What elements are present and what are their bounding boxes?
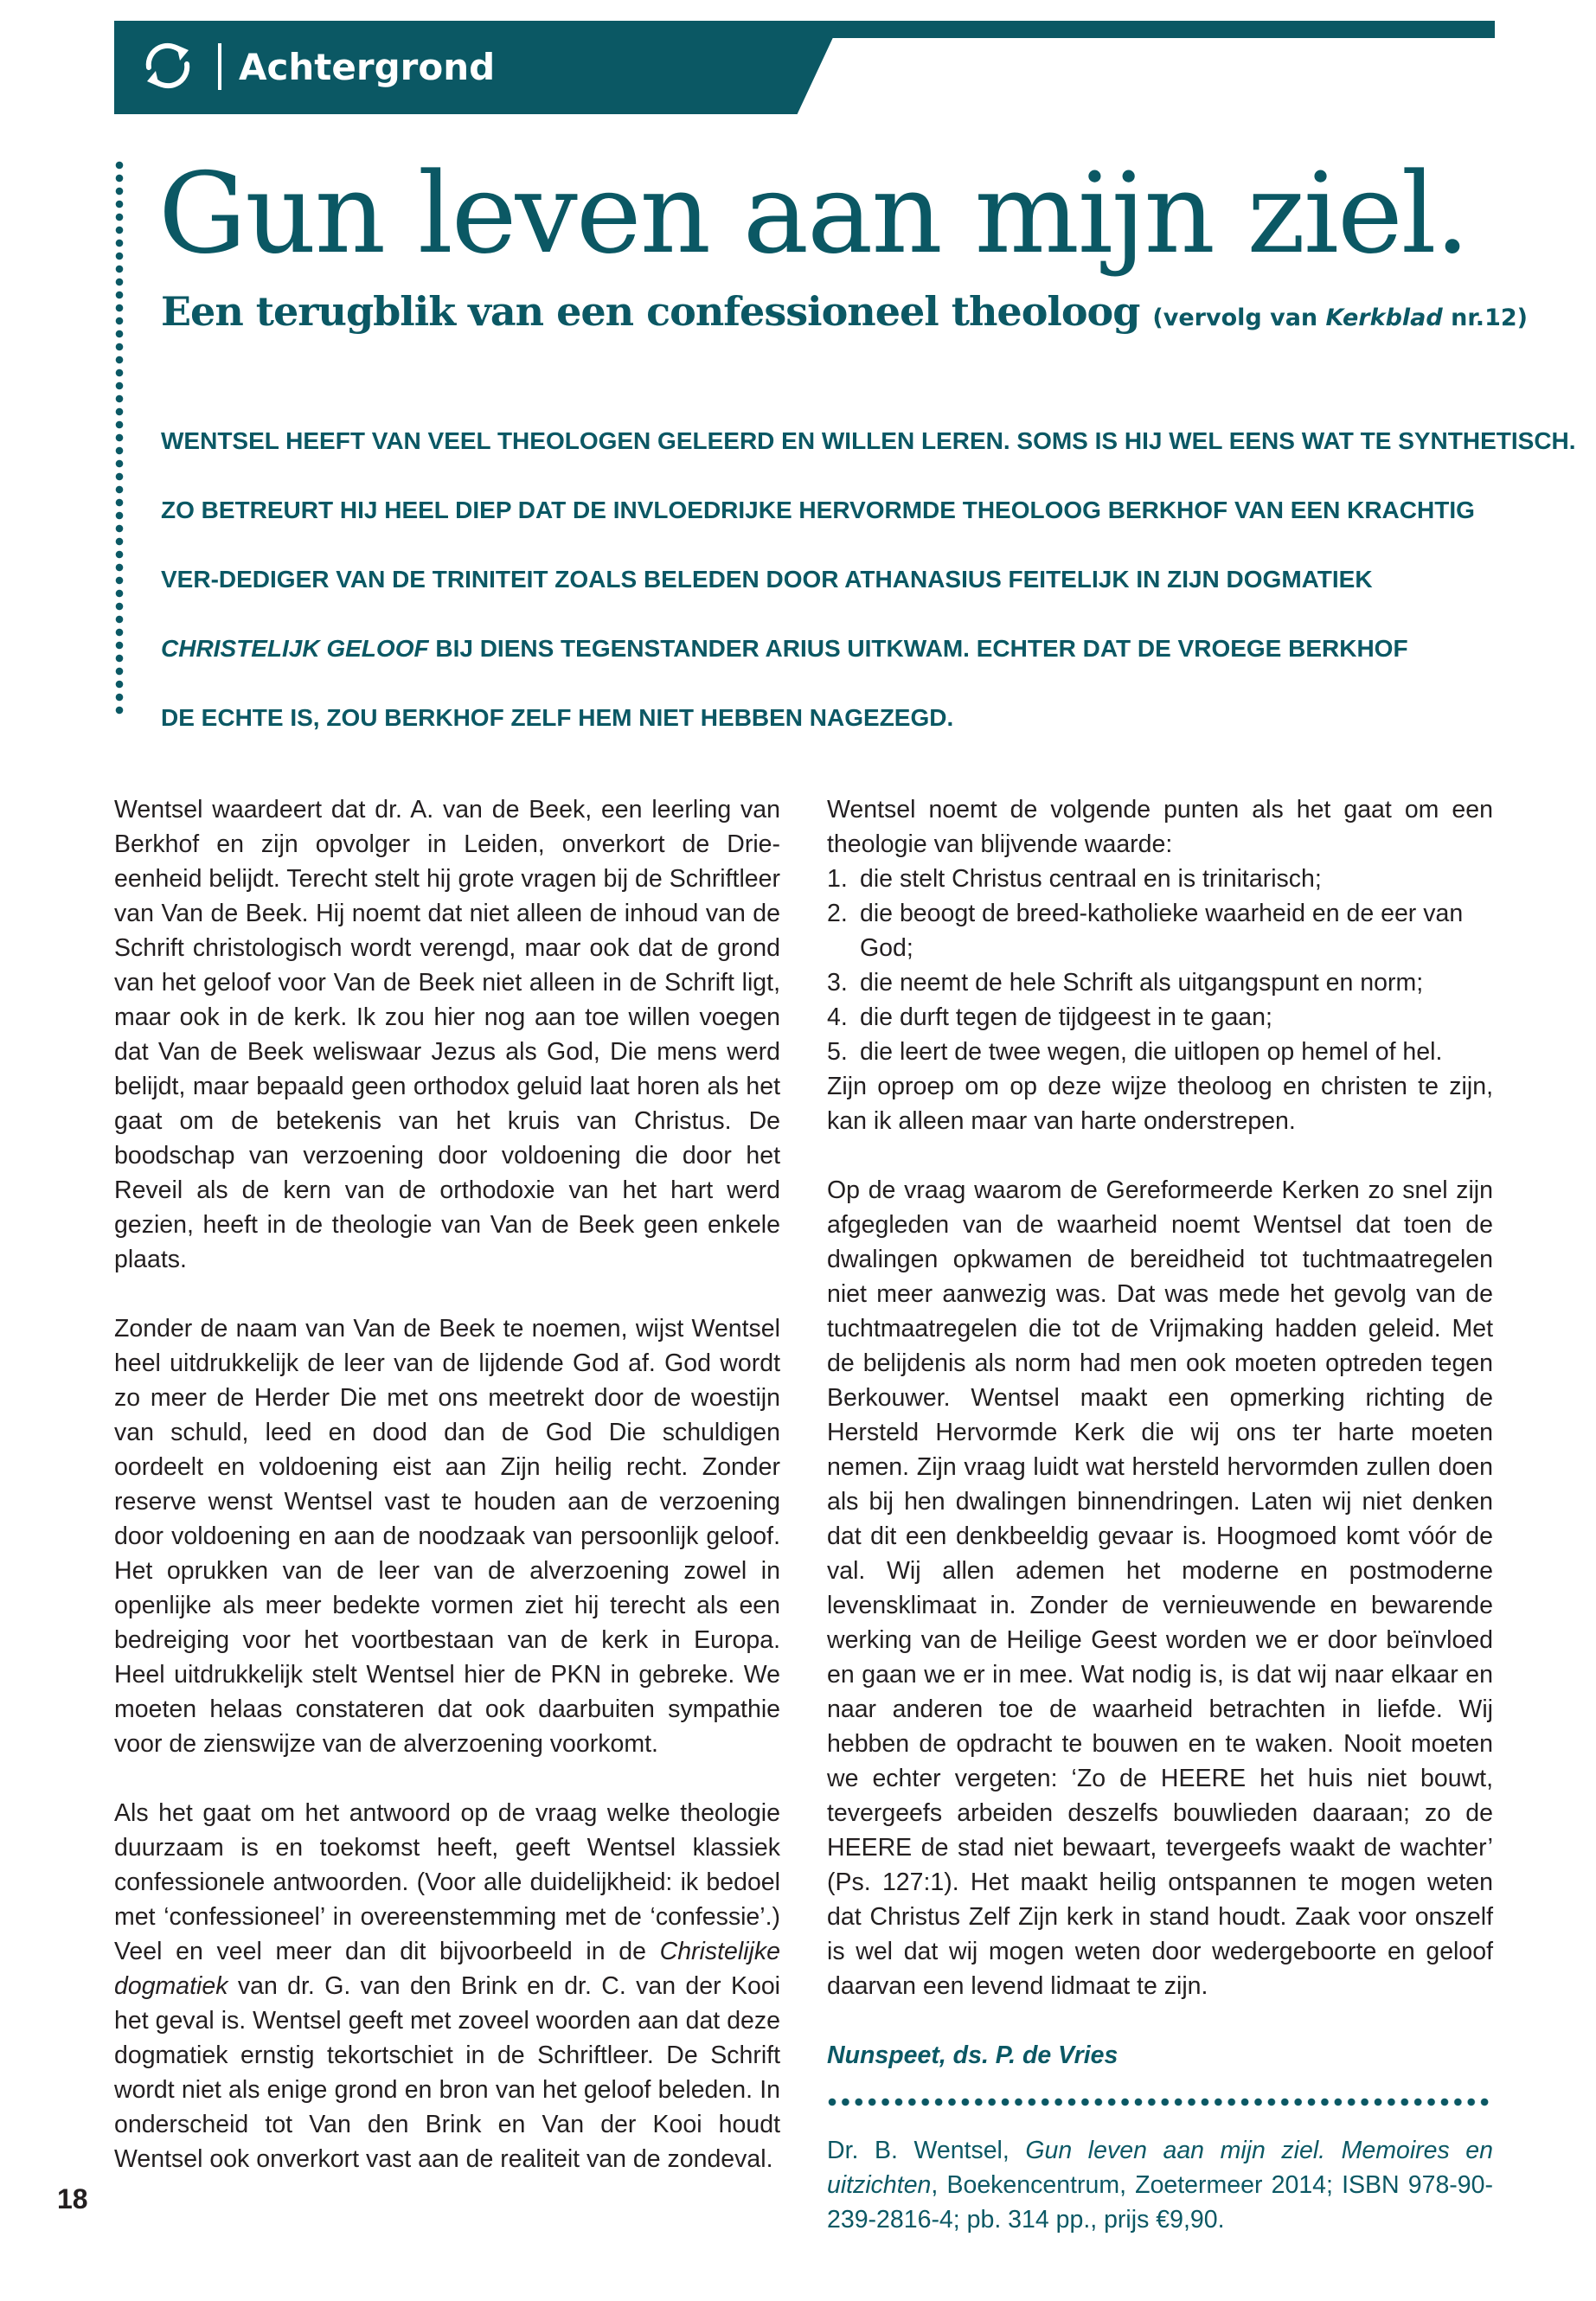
book-author: Dr. B. Wentsel, — [827, 2137, 1026, 2164]
list-number: 2. — [827, 900, 848, 927]
paragraph-part: van dr. G. van den Brink en dr. C. van der Kooi het geval is. Wentsel geeft met zoveel woorden aan dat deze dogmatiek ernstig tekortschiet in de Schriftleer. De Schrift wordt niet als enige grond en bron van het geloof beleden. In onderscheid tot Van den Brink en Van der Kooi houdt Wentsel ook onverkort vast aan de realiteit van de zondeval. — [114, 1972, 780, 2173]
list-text: die beoogt de breed-katholieke waarheid en de eer van God; — [860, 900, 1464, 962]
list-item — [827, 1035, 1493, 1069]
intro-line-rest: BIJ DIENS TEGENSTANDER ARIUS UITKWAM. ECHTER DAT DE VROEGE BERKHOF — [428, 635, 1408, 662]
paragraph-part: Als het gaat om het antwoord op de vraag welke theologie duurzaam is en toekomst heeft, geeft Wentsel klassiek confessionele antwoorden. (Voor alle duidelijkheid: ik bedoel met ‘confessioneel’ in overeenstemming met de ‘confessie’.) Veel en veel meer dan dit bijvoorbeeld in de — [114, 1799, 780, 1965]
list-item — [827, 896, 1493, 965]
book-reference: Christelijke dogmatiek — [114, 1938, 780, 2000]
list-text: die leert de twee wegen, die uitlopen op hemel of hel. — [860, 1038, 1443, 1066]
book-title: Gun leven aan mijn ziel. Memoires en uitzichten — [827, 2137, 1493, 2199]
note-magazine: Kerkblad — [1325, 304, 1443, 331]
body-paragraph: Wentsel waardeert dat dr. A. van de Beek, een leerling van Berkhof en zijn opvolger in Leiden, onverkort de Drie-eenheid belijdt. Terecht stelt hij grote vragen bij de Schriftleer van Van de Beek. Hij noemt dat niet alleen de inhoud van de Schrift christologisch wordt verengd, maar ook dat de grond van het geloof voor Van de Beek niet alleen in de Schrift ligt, maar ook in de kerk. Ik zou hier nog aan toe willen voegen dat Van de Beek weliswaar Jezus als God, Die mens werd belijdt, maar bepaald geen orthodox geluid laat horen als het gaat om de betekenis van het kruis van Christus. De boodschap van verzoening door voldoening die door het Reveil als de kern van de orthodoxie van het hart werd gezien, heeft in de theologie van Van de Beek geen enkele plaats. — [114, 796, 780, 1273]
note-suffix: nr.12) — [1442, 304, 1528, 331]
banner-separator — [218, 43, 221, 90]
list-item — [827, 862, 1493, 896]
list-number: 3. — [827, 969, 848, 997]
refresh-arrows-icon — [140, 38, 195, 93]
page-number: 18 — [57, 2183, 88, 2214]
author-signature: Nunspeet, ds. P. de Vries — [827, 2041, 1118, 2069]
subtitle-text: Een terugblik van een confessioneel theoloog — [161, 288, 1140, 335]
list-text: die stelt Christus centraal en is trinitarisch; — [860, 865, 1322, 893]
intro-line: VER-DEDIGER VAN DE TRINITEIT ZOALS BELEDEN DOOR ATHANASIUS FEITELIJK IN ZIJN DOGMATIEK — [161, 566, 1373, 593]
intro-lead — [161, 407, 1576, 753]
list-text: die neemt de hele Schrift als uitgangspunt en norm; — [860, 969, 1424, 997]
article-title: Gun leven aan mijn ziel. — [158, 150, 1469, 279]
article-subtitle — [161, 285, 1528, 344]
intro-line: DE ECHTE IS, ZOU BERKHOF ZELF HEM NIET HEBBEN NAGEZEGD. — [161, 704, 954, 731]
right-column — [827, 792, 1493, 2237]
left-column — [114, 792, 780, 2176]
intro-line: WENTSEL HEEFT VAN VEEL THEOLOGEN GELEERD EN WILLEN LEREN. SOMS IS HIJ WEL EENS WAT TE SYNTHETISCH. — [161, 427, 1576, 454]
note-prefix: (vervolg van — [1152, 304, 1326, 331]
intro-line — [161, 614, 1510, 683]
list-text: die durft tegen de tijdgeest in te gaan; — [860, 1003, 1272, 1031]
list-number: 1. — [827, 865, 848, 893]
list-intro: Wentsel noemt de volgende punten als het gaat om een theologie van blijvende waarde: — [827, 796, 1493, 858]
list-number: 4. — [827, 1003, 848, 1031]
points-list — [827, 862, 1493, 1069]
body-paragraph: Op de vraag waarom de Gereformeerde Kerken zo snel zijn afgegleden van de waarheid noemt Wentsel dat toen de dwalingen opkwamen de bereidheid tot tuchtmaatregelen niet meer aanwezig was. Dat was mede het gevolg van de tuchtmaatregelen die tot de Vrijmaking hadden geleid. Met de belijdenis als norm had men ook moeten optreden tegen Berkouwer. Wentsel maakt een opmerking richting de Hersteld Hervormde Kerk die wij ons ter harte moeten nemen. Zijn vraag luidt wat hersteld hervormden zullen doen als bij hen dwalingen binnendringen. Laten wij niet denken dat dit een denkbeeldig gevaar is. Hoogmoed komt vóór de val. Wij allen ademen het moderne en postmoderne levensklimaat in. Zonder de vernieuwende en bewarende werking van de Heilige Geest worden we er door beïnvloed en gaan we er in mee. Wat nodig is, is dat wij naar elkaar en naar anderen toe de waarheid betrachten in liefde. Wij hebben de opdracht te bouwen en te waken. Nooit moeten we echter vergeten: ‘Zo de HEERE het huis niet bouwt, tevergeefs arbeiden deszelfs bouwlieden daaraan; zo de HEERE de stad niet bewaart, tevergeefs waakt de wachter’ (Ps. 127:1). Het maakt heilig ontspannen te mogen weten dat Christus Zelf Zijn kerk in stand houdt. Zaak voor onszelf is wel dat wij mogen weten door wedergeboorte en geloof daarvan een levend lidmaat te zijn. — [827, 1176, 1493, 2000]
book-details: , Boekencentrum, Zoetermeer 2014; ISBN 978-90-239-2816-4; pb. 314 pp., prijs €9,90. — [827, 2171, 1493, 2234]
dotted-vertical-rule — [114, 160, 125, 718]
list-item — [827, 1000, 1493, 1035]
continuation-note — [1152, 304, 1528, 331]
body-paragraph — [114, 1796, 780, 2176]
list-number: 5. — [827, 1038, 848, 1066]
list-outro: Zijn oproep om op deze wijze theoloog en christen te zijn, kan ik alleen maar van harte onderstrepen. — [827, 1073, 1493, 1135]
book-info — [827, 2133, 1493, 2237]
section-label: Achtergrond — [239, 46, 496, 88]
list-item — [827, 965, 1493, 1000]
intro-book-title: CHRISTELIJK GELOOF — [161, 635, 429, 662]
body-paragraph: Zonder de naam van Van de Beek te noemen, wijst Wentsel heel uitdrukkelijk de leer van de lijdende God af. God wordt zo meer de Herder Die met ons meetrekt door de woestijn van schuld, leed en dood dan de God Die schuldigen oordeelt en voldoening eist aan Zijn heilig recht. Zonder reserve wenst Wentsel vast te houden aan de verzoening door voldoening en aan de noodzaak van persoonlijk geloof. Het oprukken van de leer van de alverzoening zowel in openlijke als meer bedekte vormen ziet hij terecht als een bedreiging voor het voortbestaan van de kerk in Europa. Heel uitdrukkelijk stelt Wentsel hier de PKN in gebreke. We moeten helaas constateren dat ook daarbuiten sympathie voor de zienswijze van de alverzoening voorkomt. — [114, 1315, 780, 1758]
dotted-divider — [827, 2097, 1493, 2107]
intro-line: ZO BETREURT HIJ HEEL DIEP DAT DE INVLOEDRIJKE HERVORMDE THEOLOOG BERKHOF VAN EEN KRACHTIG — [161, 497, 1475, 523]
